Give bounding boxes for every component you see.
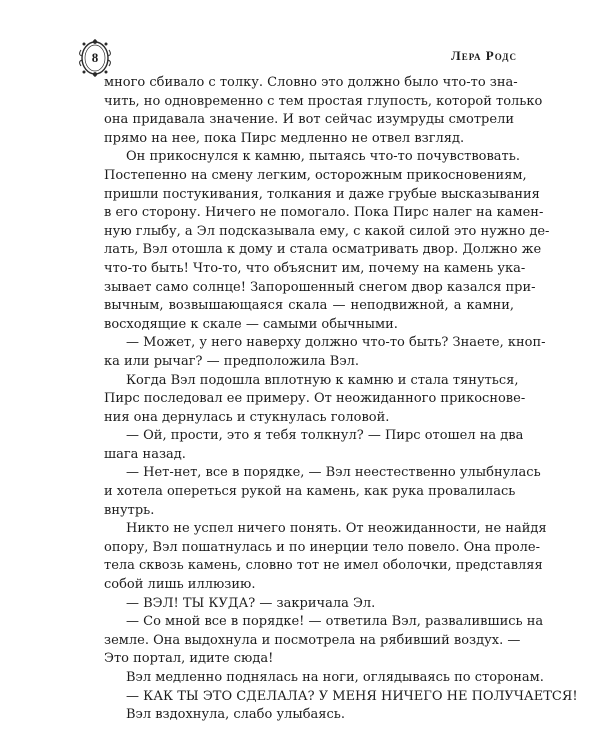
text-line: прямо на нее, пока Пирс медленно не отвел взгляд. <box>104 130 465 146</box>
text-line: — Нет-нет, все в порядке, — Вэл неестественно улыбнулась <box>126 465 541 481</box>
text-line: Вэл вздохнула, слабо улыбаясь. <box>126 707 345 723</box>
text-line: ка или рычаг? — предположила Вэл. <box>104 353 360 369</box>
text-line: — ВЭЛ! ТЫ КУДА? — закричала Эл. <box>126 595 376 611</box>
text-line: шага назад. <box>104 446 186 462</box>
text-line: Это портал, идите сюда! <box>104 651 274 667</box>
text-line: тела сквозь камень, словно тот не имел оболочки, представляя <box>104 558 543 574</box>
text-line: восходящие к скале — самыми обычными. <box>104 316 398 332</box>
text-line: и хотела опереться рукой на камень, как рука провалилась <box>104 484 516 500</box>
text-line: Он прикоснулся к камню, пытаясь что-то почувствовать. <box>126 149 520 165</box>
text-line: земле. Она выдохнула и посмотрела на рябивший воздух. — <box>104 632 521 648</box>
text-line: Постепенно на смену легким, осторожным прикосновениям, <box>104 167 527 183</box>
text-line: лать, Вэл отошла к дому и стала осматривать двор. Должно же <box>104 242 542 258</box>
text-line: ния она дернулась и стукнулась головой. <box>104 409 390 425</box>
running-head-author: Лера Родс <box>451 48 517 63</box>
page-number: 8 <box>91 50 99 65</box>
text-line: Вэл медленно поднялась на ноги, оглядываясь по сторонам. <box>126 670 544 685</box>
text-line: чить, но одновременно с тем простая глупость, которой только <box>104 93 543 109</box>
text-line: внутрь. <box>104 502 155 518</box>
text-line: ную глыбу, а Эл подсказывала ему, с какой силой это нужно де- <box>104 223 550 239</box>
text-line: собой лишь иллюзию. <box>104 577 256 593</box>
body-text <box>104 74 578 725</box>
text-line: — КАК ТЫ ЭТО СДЕЛАЛА? У МЕНЯ НИЧЕГО НЕ ПОЛУЧАЕТСЯ! <box>126 688 578 704</box>
text-line: в его сторону. Ничего не помогало. Пока Пирс налег на камен- <box>104 205 544 221</box>
text-line: много сбивало с толку. Словно это должно было что-то зна- <box>104 75 518 90</box>
text-line: пришли постукивания, толкания и даже грубые высказывания <box>104 186 540 202</box>
text-line: она придавала значение. И вот сейчас изумруды смотрели <box>104 112 514 128</box>
text-line: что-то быть! Что-то, что объяснит им, почему на камень ука- <box>104 260 526 276</box>
text-line: опору, Вэл пошатнулась и по инерции тело повело. Она проле- <box>104 539 541 555</box>
text-line: Никто не успел ничего понять. От неожиданности, не найдя <box>126 521 547 537</box>
text-line: — Ой, прости, это я тебя толкнул? — Пирс отошел на два <box>126 428 524 444</box>
text-line: Пирс последовал ее примеру. От неожиданного прикоснове- <box>104 391 526 407</box>
text-line: Когда Вэл подошла вплотную к камню и стала тянуться, <box>126 372 519 388</box>
text-line: зывает само солнце! Запорошенный снегом двор казался при- <box>104 279 536 295</box>
text-line: — Со мной все в порядке! — ответила Вэл, развалившись на <box>126 614 544 630</box>
text-line: — Может, у него наверху должно что-то быть? Знаете, кноп- <box>126 335 546 351</box>
text-line: вычным, возвышающаяся скала — неподвижной, а камни, <box>104 298 514 314</box>
page-header <box>0 0 600 80</box>
